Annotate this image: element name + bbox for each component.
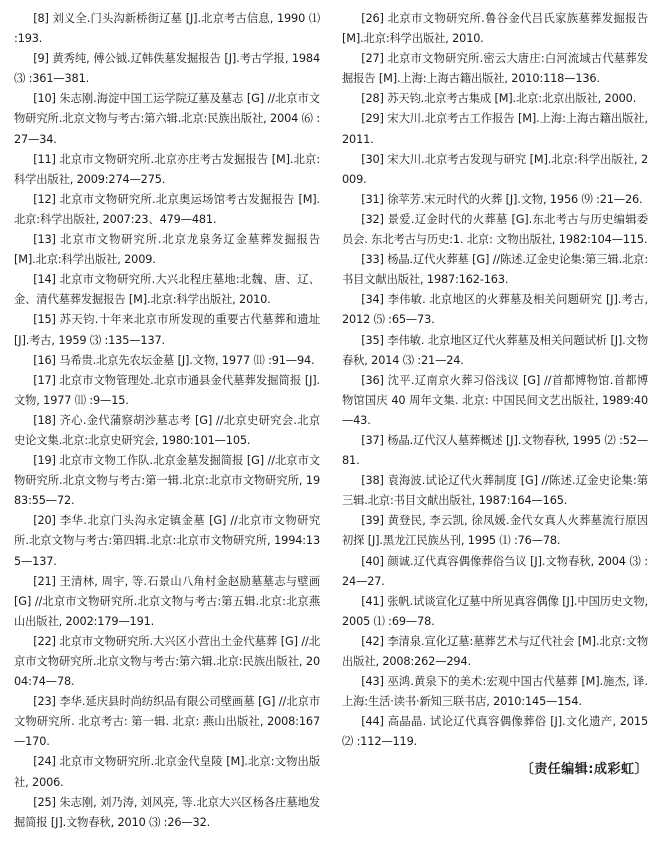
reference-entry: [14] 北京市文物研究所.大兴北程庄墓地:北魏、唐、辽、金、清代墓葬发掘报告 [M].北京:科学出版社, 2010. (14, 273, 320, 307)
reference-entry: [24] 北京市文物研究所.北京金代皇陵 [M].北京:文物出版社, 2006. (14, 755, 320, 789)
references-right-column (342, 9, 648, 867)
reference-entry: [25] 朱志刚, 刘乃涛, 刘风亮, 等.北京大兴区杨各庄墓地发掘简报 [J].文物春秋, 2010 ⑶ :26—32. (14, 795, 320, 829)
reference-entry: [27] 北京市文物研究所.密云大唐庄:白河流域古代墓葬发掘报告 [M].上海:上海古籍出版社, 2010:118—136. (342, 52, 648, 86)
reference-entry: [28] 苏天钧.北京考古集成 [M].北京:北京出版社, 2000. (361, 92, 637, 106)
reference-entry: [32] 景爱.辽金时代的火葬墓 [G].东北考古与历史编辑委员会. 东北考古与历史:1. 北京: 文物出版社, 1982:104—115. (342, 212, 648, 247)
reference-entry: [18] 齐心.金代蒲察胡沙墓志考 [G] //北京史研究会.北京史论文集.北京:北京史研究会, 1980:101—105. (14, 413, 320, 447)
reference-entry: [37] 杨晶.辽代汉人墓葬概述 [J].文物春秋, 1995 ⑵ :52—81. (342, 433, 648, 468)
reference-entry: [42] 李清泉.宣化辽墓:墓葬艺术与辽代社会 [M].北京:文物出版社, 2008:262—294. (342, 634, 648, 668)
reference-entry: [16] 马希贵.北京先农坛金墓 [J].文物, 1977 ⑾ :91—94. (33, 353, 315, 367)
reference-entry: [29] 宋大川.北京考古工作报告 [M].上海:上海古籍出版社, 2011. (342, 112, 648, 146)
reference-entry: [19] 北京市文物工作队.北京金墓发掘简报 [G] //北京市文物研究所.北京文物与考古:第一辑.北京:北京市文物研究所, 1983:55—72. (14, 454, 320, 508)
reference-entry: [35] 李伟敏. 北京地区辽代火葬墓及相关问题试析 [J].文物春秋, 2014 ⑶ :21—24. (342, 333, 648, 367)
reference-entry: [31] 徐苹芳.宋元时代的火葬 [J].文物, 1956 ⑼ :21—26. (361, 192, 643, 206)
reference-entry: [43] 巫鸿.黄泉下的美术:宏观中国古代墓葬 [M].施杰, 译.上海:生活·读书·新知三联书店, 2010:145—154. (342, 675, 648, 709)
reference-entry: [36] 沈平.辽南京火葬习俗浅议 [G] //首都博物馆.首都博物馆国庆 40 周年文集. 北京: 中国民间文艺出版社, 1989:40—43. (342, 373, 648, 427)
reference-entry: [39] 黄登民, 李云凯, 徐凤媛.金代女真人火葬墓流行原因初探 [J].黑龙江民族丛刊, 1995 ⑴ :76—78. (342, 514, 648, 548)
references-right-list (342, 9, 648, 752)
reference-entry: [40] 颜诚.辽代真容偶像葬俗刍议 [J].文物春秋, 2004 ⑶ :24—27. (342, 554, 648, 588)
reference-entry: [20] 李华.北京门头沟永定镇金墓 [G] //北京市文物研究所.北京文物与考古:第四辑.北京:北京市文物研究所, 1994:135—137. (14, 514, 320, 568)
reference-entry: [34] 李伟敏. 北京地区的火葬墓及相关问题研究 [J].考古, 2012 ⑸ :65—73. (342, 293, 648, 327)
reference-entry: [17] 北京市文物管理处.北京市通县金代墓葬发掘简报 [J].文物, 1977 ⑾ :9—15. (14, 373, 320, 407)
reference-entry: [15] 苏天钧.十年来北京市所发现的重要古代墓葬和遗址 [J].考古, 1959 ⑶ :135—137. (14, 313, 320, 347)
reference-entry: [13] 北京市文物研究所.北京龙泉务辽金墓葬发掘报告 [M].北京:科学出版社, 2009. (14, 233, 320, 267)
reference-entry: [8] 刘义全.门头沟新桥街辽墓 [J].北京考古信息, 1990 ⑴ :193. (14, 12, 320, 46)
reference-entry: [10] 朱志刚.海淀中国工运学院辽墓及墓志 [G] //北京市文物研究所.北京文物与考古:第六辑.北京:民族出版社, 2004 ⑹ :27—34. (14, 92, 320, 146)
reference-entry: [33] 杨晶.辽代火葬墓 [G] //陈述.辽金史论集:第三辑.北京:书目文献出版社, 1987:162-163. (342, 253, 648, 287)
reference-entry: [21] 王清林, 周宇, 等.石景山八角村金赵励墓墓志与壁画 [G] //北京市文物研究所.北京文物与考古:第五辑.北京:北京燕山出版社, 2002:179—191. (14, 574, 320, 628)
reference-entry: [12] 北京市文物研究所.北京奥运场馆考古发掘报告 [M].北京:科学出版社, 2007:23、479—481. (14, 192, 320, 226)
references-left-column (14, 9, 320, 867)
responsible-editor-note: 〔责任编辑:成彩虹〕 (520, 762, 648, 778)
reference-entry: [44] 高晶晶. 试论辽代真容偶像葬俗 [J].文化遗产, 2015 ⑵ :112—119. (342, 715, 648, 749)
reference-entry: [9] 黄秀纯, 傅公钺.辽韩佚墓发掘报告 [J].考古学报, 1984 ⑶ :361—381. (14, 52, 320, 86)
reference-entry: [11] 北京市文物研究所.北京亦庄考古发掘报告 [M].北京:科学出版社, 2009:274—275. (14, 152, 320, 186)
reference-entry: [41] 张帆.试谈宣化辽墓中所见真容偶像 [J].中国历史文物, 2005 ⑴ :69—78. (342, 594, 648, 628)
reference-entry: [22] 北京市文物研究所.大兴区小营出土金代墓葬 [G] //北京市文物研究所.北京文物与考古:第六辑.北京:民族出版社, 2004:74—78. (14, 634, 320, 689)
reference-entry: [38] 袁海波.试论辽代火葬制度 [G] //陈述.辽金史论集:第三辑.北京:书目文献出版社, 1987:164—165. (342, 474, 648, 508)
reference-entry: [26] 北京市文物研究所.鲁谷金代吕氏家族墓葬发掘报告 [M].北京:科学出版社, 2010. (342, 12, 648, 46)
reference-entry: [30] 宋大川.北京考古发现与研究 [M].北京:科学出版社, 2009. (342, 152, 648, 186)
reference-entry: [23] 李华.延庆县时尚纺织品有限公司壁画墓 [G] //北京市文物研究所. 北京考古: 第一辑. 北京: 燕山出版社, 2008:167—170. (14, 695, 320, 749)
